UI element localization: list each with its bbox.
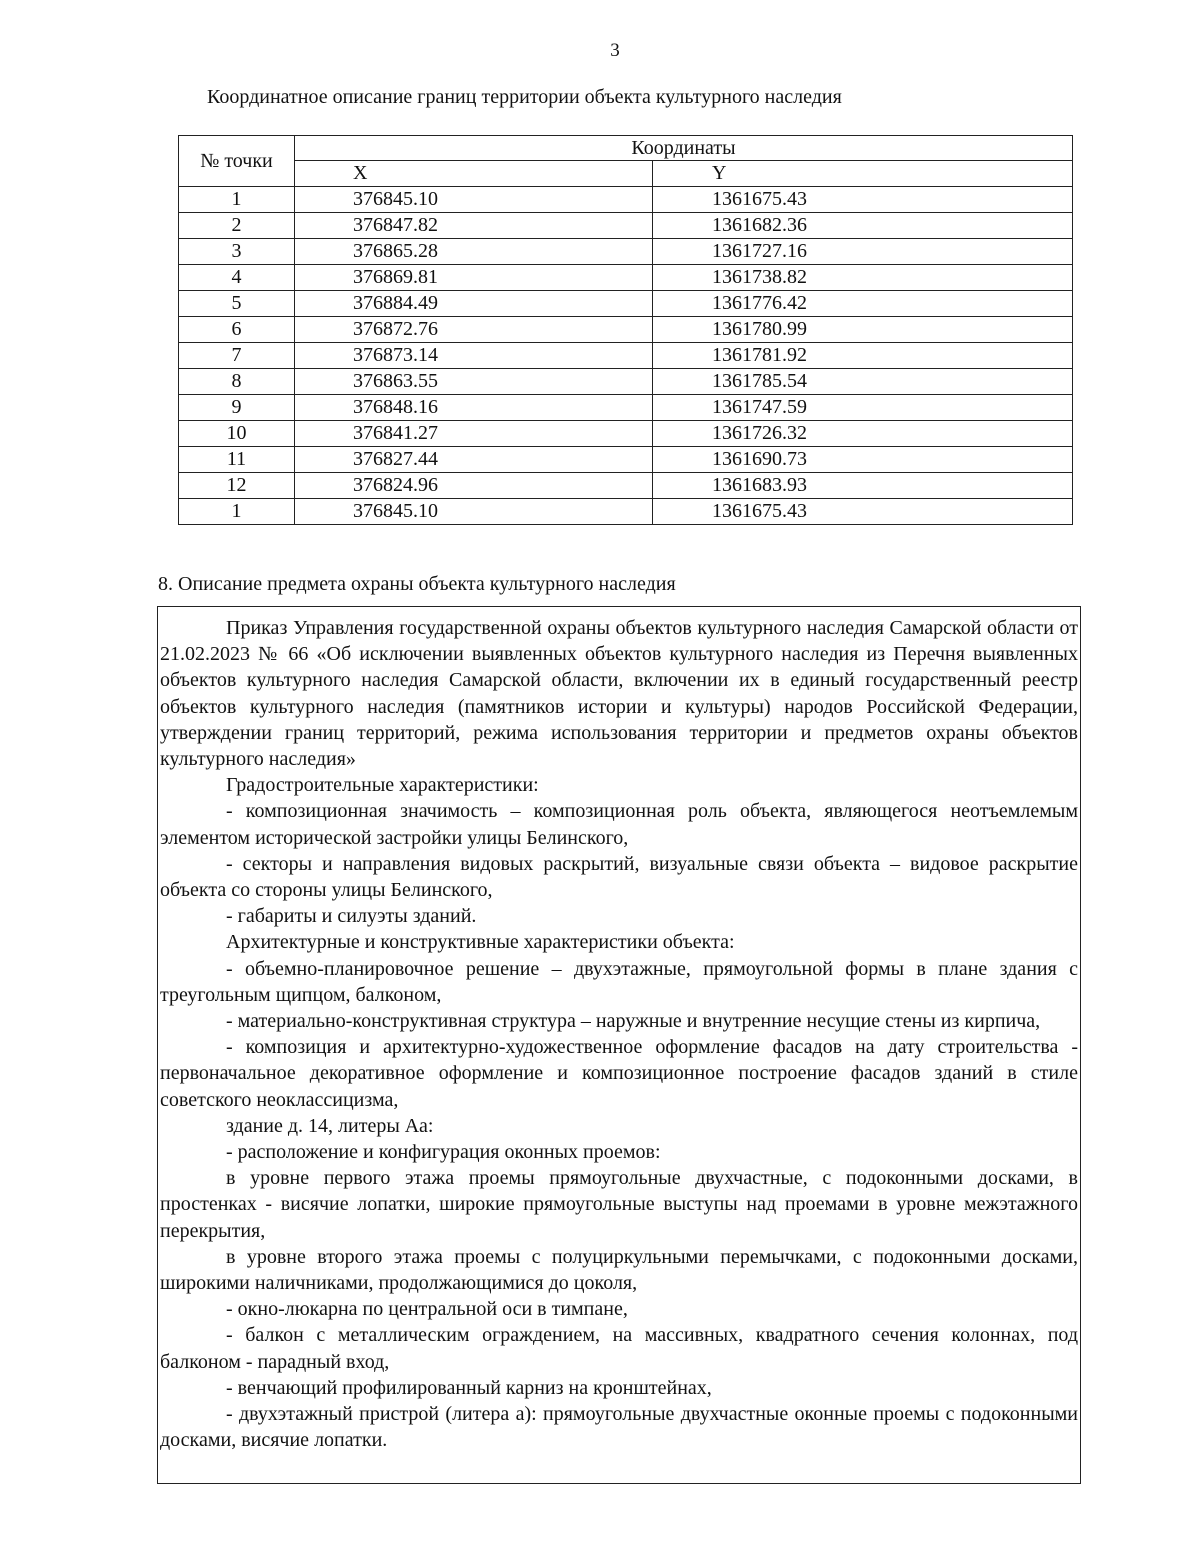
cell-x: 376845.10 [295, 187, 653, 213]
cell-y: 1361785.54 [653, 369, 1073, 395]
cell-x: 376863.55 [295, 369, 653, 395]
dormer-item: - окно-люкарна по центральной оси в тимпане, [226, 1298, 628, 1321]
cell-x: 376848.16 [295, 395, 653, 421]
cell-x: 376847.82 [295, 213, 653, 239]
urban-item: - композиционная значимость – композиционная роль объекта, являющегося неотъемлемым элементом исторической застройки улицы Белинского, [160, 800, 1078, 849]
coords-title: Координатное описание границ территории объекта культурного наследия [207, 86, 842, 108]
arch-heading: Архитектурные и конструктивные характеристики объекта: [226, 931, 735, 954]
cell-point: 7 [179, 343, 295, 369]
header-coordinates: Координаты [295, 136, 1073, 161]
header-point-number: № точки [179, 136, 295, 187]
arch-item: - материально-конструктивная структура – наружные и внутренние несущие стены из кирпича, [226, 1010, 1041, 1033]
cell-y: 1361682.36 [653, 213, 1073, 239]
cell-y: 1361726.32 [653, 421, 1073, 447]
cell-point: 12 [179, 473, 295, 499]
header-y: Y [653, 161, 1073, 187]
page-number: 3 [610, 40, 620, 61]
table-row [179, 369, 1073, 395]
cell-y: 1361727.16 [653, 239, 1073, 265]
cell-x: 376873.14 [295, 343, 653, 369]
table-row [179, 447, 1073, 473]
table-row [179, 239, 1073, 265]
header-x: X [295, 161, 653, 187]
table-row [179, 317, 1073, 343]
table-row [179, 291, 1073, 317]
cell-x: 376841.27 [295, 421, 653, 447]
cell-x: 376827.44 [295, 447, 653, 473]
cell-y: 1361738.82 [653, 265, 1073, 291]
cell-point: 4 [179, 265, 295, 291]
cell-y: 1361781.92 [653, 343, 1073, 369]
arch-item: - композиция и архитектурно-художественное оформление фасадов на дату строительства - первоначальное декоративное оформление и композиционное построение фасадов зданий в стиле советского неоклассицизма, [160, 1036, 1078, 1111]
windows-heading: - расположение и конфигурация оконных проемов: [226, 1141, 661, 1164]
cell-y: 1361690.73 [653, 447, 1073, 473]
cell-x: 376869.81 [295, 265, 653, 291]
floor-2-description: в уровне второго этажа проемы с полуциркульными перемычками, с подоконными досками, широкими наличниками, продолжающимися до цоколя, [160, 1245, 1078, 1295]
cell-point: 8 [179, 369, 295, 395]
cell-y: 1361675.43 [653, 499, 1073, 525]
cell-point: 10 [179, 421, 295, 447]
cell-x: 376884.49 [295, 291, 653, 317]
cell-y: 1361780.99 [653, 317, 1073, 343]
cell-point: 6 [179, 317, 295, 343]
table-row [179, 473, 1073, 499]
table-row [179, 421, 1073, 447]
table-row [179, 499, 1073, 525]
table-row [179, 213, 1073, 239]
cell-point: 2 [179, 213, 295, 239]
urban-heading: Градостроительные характеристики: [226, 774, 539, 797]
urban-item: - секторы и направления видовых раскрытий, визуальные связи объекта – видовое раскрытие объекта со стороны улицы Белинского, [160, 852, 1078, 902]
cell-x: 376872.76 [295, 317, 653, 343]
cell-point: 5 [179, 291, 295, 317]
urban-item: - габариты и силуэты зданий. [226, 905, 477, 928]
cell-y: 1361675.43 [653, 187, 1073, 213]
cell-y: 1361776.42 [653, 291, 1073, 317]
table-row [179, 265, 1073, 291]
table-row [179, 395, 1073, 421]
cell-point: 1 [179, 187, 295, 213]
protection-subject-box [157, 606, 1081, 1484]
section-8-title: 8. Описание предмета охраны объекта культурного наследия [158, 573, 676, 595]
coordinates-table [178, 135, 1073, 525]
cell-point: 3 [179, 239, 295, 265]
floor-1-description: в уровне первого этажа проемы прямоугольные двухчастные, с подоконными досками, в простенках - висячие лопатки, широкие прямоугольные выступы над проемами в уровне межэтажного перекрытия, [160, 1167, 1078, 1242]
cell-point: 9 [179, 395, 295, 421]
cell-x: 376824.96 [295, 473, 653, 499]
building-label: здание д. 14, литеры Аа: [226, 1114, 434, 1137]
cell-y: 1361747.59 [653, 395, 1073, 421]
table-row [179, 187, 1073, 213]
cell-x: 376845.10 [295, 499, 653, 525]
order-paragraph: Приказ Управления государственной охраны объектов культурного наследия Самарской области от 21.02.2023 № 66 «Об исключении выявленных объектов культурного наследия из Перечня выявленных объектов культурного наследия Самарской области, включении их в единый государственный реестр объектов культурного наследия (памятников истории и культуры) народов Российской Федерации, утверждении границ территорий, режима использования территории и предметов охраны объектов культурного наследия» [160, 617, 1078, 771]
arch-item: - объемно-планировочное решение – двухэтажные, прямоугольной формы в плане здания с треугольным щипцом, балконом, [160, 957, 1078, 1006]
annex-item: - двухэтажный пристрой (литера а): прямоугольные двухчастные оконные проемы с подоконными досками, висячие лопатки. [160, 1403, 1078, 1452]
cell-point: 11 [179, 447, 295, 473]
balcony-item: - балкон с металлическим ограждением, на массивных, квадратного сечения колоннах, под балконом - парадный вход, [160, 1324, 1078, 1373]
cell-x: 376865.28 [295, 239, 653, 265]
table-row [179, 343, 1073, 369]
cell-y: 1361683.93 [653, 473, 1073, 499]
cornice-item: - венчающий профилированный карниз на кронштейнах, [226, 1376, 712, 1399]
cell-point: 1 [179, 499, 295, 525]
